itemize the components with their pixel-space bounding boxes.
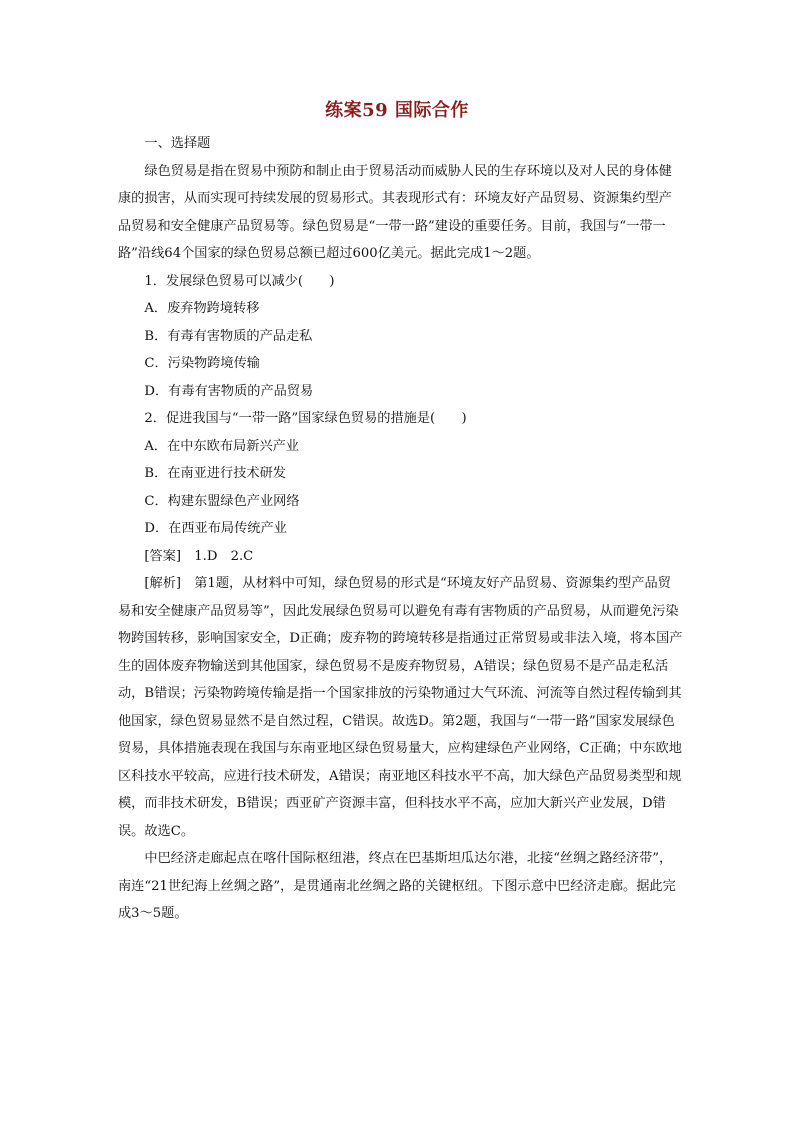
question-2-option-d: D．在西亚布局传统产业 bbox=[144, 521, 287, 536]
section-heading: 一、选择题 bbox=[144, 136, 211, 151]
analysis-paragraph: [解析] 第1题，从材料中可知，绿色贸易的形式是“环境友好产品贸易、资源集约型产品贸易和安全健康产品贸易等”，因此发展绿色贸易可以避免有毒有害物质的产品贸易，从而避免污染物跨国转移，影响国家安全，D正确；废弃物的跨境转移是指通过正常贸易或非法入境，将本国产生的固体废弃物输送到其他国家，绿色贸易不是废弃物贸易，A错误；绿色贸易不是产品走私活动，B错误；污染物跨境传输是指一个国家排放的污染物通过大气环流、河流等自然过程传输到其他国家，绿色贸易显然不是自然过程，C错误。故选D。第2题，我国与“一带一路”国家发展绿色贸易，具体措施表现在我国与东南亚地区绿色贸易量大，应构建绿色产业网络，C正确；中东欧地区科技水平较高，应进行技术研发，A错误；南亚地区科技水平不高，加大绿色产品贸易类型和规模，而非技术研发，B错误；西亚矿产资源丰富，但科技水平不高，应加大新兴产业发展，D错误。故选C。 bbox=[118, 576, 683, 839]
page-title: 练案59 国际合作 bbox=[325, 100, 469, 121]
question-2-option-c: C．构建东盟绿色产业网络 bbox=[144, 493, 300, 509]
question-1-option-c: C．污染物跨境传输 bbox=[144, 356, 260, 371]
question-1-option-b: B．有毒有害物质的产品走私 bbox=[144, 328, 313, 344]
question-1-stem: 1．发展绿色贸易可以减少( ) bbox=[144, 273, 335, 289]
question-2-stem: 2．促进我国与“一带一路”国家绿色贸易的措施是( ) bbox=[144, 411, 467, 426]
question-1-option-d: D．有毒有害物质的产品贸易 bbox=[144, 383, 314, 399]
passage-2: 中巴经济走廊起点在喀什国际枢纽港，终点在巴基斯坦瓜达尔港，北接“丝绸之路经济带”，南连“21世纪海上丝绸之路”，是贯通南北丝绸之路的关键枢纽。下图示意中巴经济走廊。据此完成3～5题。 bbox=[118, 851, 676, 921]
question-2-option-a: A．在中东欧布局新兴产业 bbox=[144, 438, 299, 454]
answer-line: [答案] 1.D 2.C bbox=[144, 548, 254, 564]
passage-1: 绿色贸易是指在贸易中预防和制止由于贸易活动而威胁人民的生存环境以及对人民的身体健康的损害，从而实现可持续发展的贸易形式。其表现形式有：环境友好产品贸易、资源集约型产品贸易和安全健康产品贸易等。绿色贸易是“一带一路”建设的重要任务。目前，我国与“一带一路”沿线64个国家的绿色贸易总额已超过600亿美元。据此完成1～2题。 bbox=[118, 163, 672, 261]
document-body bbox=[118, 130, 684, 928]
question-1-option-a: A．废弃物跨境转移 bbox=[144, 301, 260, 316]
question-2-option-b: B．在南亚进行技术研发 bbox=[144, 466, 286, 481]
